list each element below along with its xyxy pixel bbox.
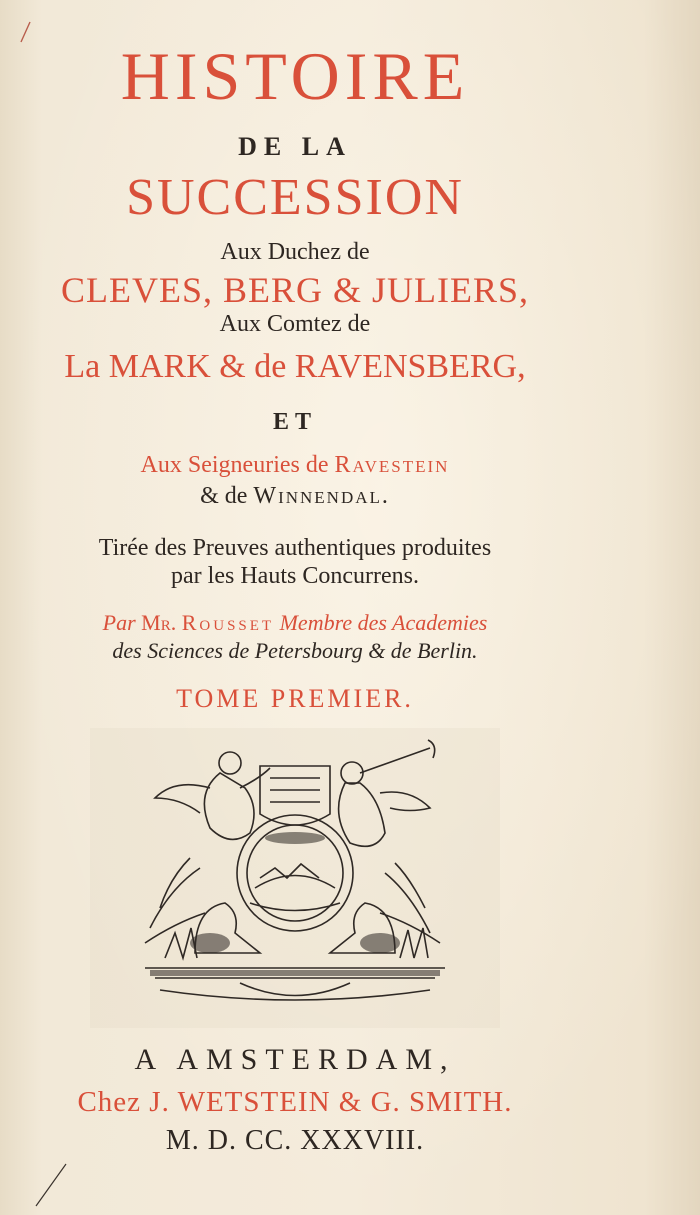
line-aux-seigneuries <box>0 453 590 477</box>
rousset-text: Rousset <box>181 610 275 635</box>
title-de-la: DE LA <box>238 132 352 161</box>
line-amsterdam: A AMSTERDAM, <box>134 1043 456 1076</box>
membre-text: Membre des Academies <box>279 610 488 635</box>
title-histoire: HISTOIRE <box>120 38 470 114</box>
line-et: ET <box>272 409 317 435</box>
line-date: M. D. CC. XXXVIII. <box>165 1125 425 1156</box>
pen-mark-top <box>18 20 32 44</box>
printer-device-engraving-icon <box>90 728 500 1028</box>
line-tome: TOME PREMIER. <box>176 684 414 713</box>
line-aux-duchez: Aux Duchez de <box>220 239 370 265</box>
line-publisher: Chez J. WETSTEIN & G. SMITH. <box>77 1086 513 1118</box>
aux-seigneuries-text: Aux Seigneuries de <box>140 452 329 478</box>
pen-mark-bottom <box>30 1160 70 1210</box>
line-academies: des Sciences de Petersbourg & de Berlin. <box>112 638 478 663</box>
line-author <box>0 612 590 634</box>
line-aux-comtez: Aux Comtez de <box>219 311 371 337</box>
ravestein-text: Ravestein <box>334 452 450 478</box>
line-winnendal <box>0 484 590 508</box>
et-de-text: & de <box>200 483 248 509</box>
par-text: Par <box>102 610 136 635</box>
winnendal-text: Winnendal. <box>253 483 390 509</box>
line-par-hauts: par les Hauts Concurrens. <box>171 563 419 589</box>
line-mark: La MARK & de RAVENSBERG, <box>64 348 526 385</box>
line-tiree: Tirée des Preuves authentiques produites <box>98 535 492 561</box>
title-succession: SUCCESSION <box>126 169 464 226</box>
mr-text: Mr. <box>141 610 177 635</box>
line-cleves: CLEVES, BERG & JULIERS, <box>60 270 530 310</box>
